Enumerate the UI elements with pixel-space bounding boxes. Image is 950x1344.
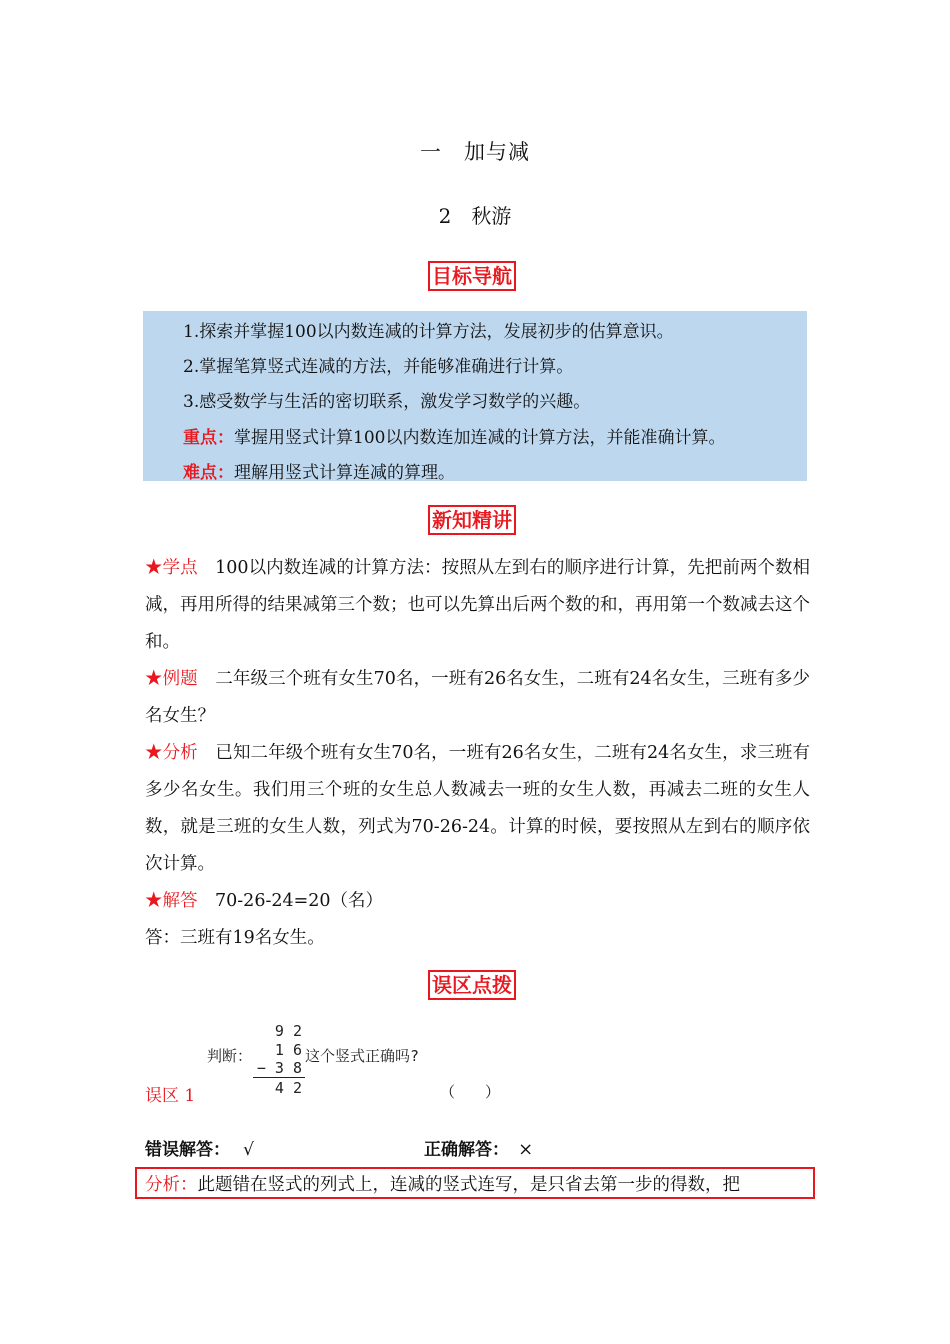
key-text: 掌握用竖式计算100以内数连加连减的计算方法，并能准确计算。 [234, 428, 726, 448]
judge-question: 这个竖式正确吗? [305, 1047, 420, 1065]
answer-bracket: （ ） [440, 1083, 501, 1101]
analysis-text: 已知二年级个班有女生70名，一班有26名女生，二班有24名女生，求三班有多少名女生。我们用三个班的女生总人数减去一班的女生人数，再减去二班的女生人数，就是三班的女生人数，列式为70-26-24。计算的时候，要按照从左到右的顺序依次计算。 [145, 743, 810, 874]
goal-item: 3.感受数学与生活的密切联系，激发学习数学的兴趣。 [183, 392, 591, 412]
analysis-label: ★分析 [145, 743, 198, 763]
wrong-answer-label: 错误解答： [145, 1140, 230, 1160]
example [145, 661, 810, 735]
key-point [183, 423, 725, 448]
knowledge-heading: 新知精讲 [428, 505, 516, 535]
unit-title: 一 加与减 [420, 140, 530, 164]
wrong-answer [145, 1135, 254, 1160]
mistake-analysis-text: 此题错在竖式的列式上，连减的竖式连写，是只省去第一步的得数，把 [197, 1175, 740, 1195]
answer-sentence: 答：三班有19名女生。 [145, 928, 325, 948]
goal-item: 2.掌握笔算竖式连减的方法，并能够准确进行计算。 [183, 357, 574, 377]
difficulty-point [183, 458, 455, 483]
mistake-label: 误区 1 [145, 1086, 196, 1106]
calc-line: 9 2 [274, 1022, 302, 1040]
goals-box [143, 311, 807, 481]
answer-text: 70-26-24=20（名） [215, 891, 384, 911]
point-text: 100以内数连减的计算方法：按照从左到右的顺序进行计算，先把前两个数相减，再用所得的结果减第三个数；也可以先算出后两个数的和，再用第一个数减去这个和。 [145, 558, 810, 652]
correct-answer-label: 正确解答： [424, 1140, 509, 1160]
correct-answer-value: × [518, 1139, 534, 1160]
point-label: ★学点 [145, 558, 198, 578]
mistake-analysis-box [135, 1167, 815, 1199]
judge-label: 判断： [207, 1047, 253, 1065]
difficulty-text: 理解用竖式计算连减的算理。 [234, 463, 455, 483]
mistake-heading: 误区点拨 [428, 970, 516, 1000]
mistake-analysis-label: 分析： [145, 1175, 198, 1195]
analysis [145, 735, 810, 883]
learning-point [145, 550, 810, 661]
goals-heading: 目标导航 [428, 261, 516, 291]
answer-label: ★解答 [145, 891, 198, 911]
calc-line: − 3 8 [256, 1059, 302, 1077]
key-label: 重点： [183, 428, 234, 448]
example-label: ★例题 [145, 669, 198, 689]
calc-divider [253, 1077, 305, 1078]
example-text: 二年级三个班有女生70名，一班有26名女生，二班有24名女生，三班有多少名女生？ [145, 669, 810, 726]
answer [145, 883, 810, 920]
wrong-answer-value: √ [243, 1140, 254, 1160]
calc-line: 4 2 [274, 1079, 302, 1097]
goal-item: 1.探索并掌握100以内数连减的计算方法，发展初步的估算意识。 [183, 322, 674, 342]
calc-line: 1 6 [274, 1041, 302, 1059]
lesson-title: 2 秋游 [438, 204, 512, 228]
difficulty-label: 难点： [183, 463, 234, 483]
correct-answer [424, 1135, 533, 1160]
